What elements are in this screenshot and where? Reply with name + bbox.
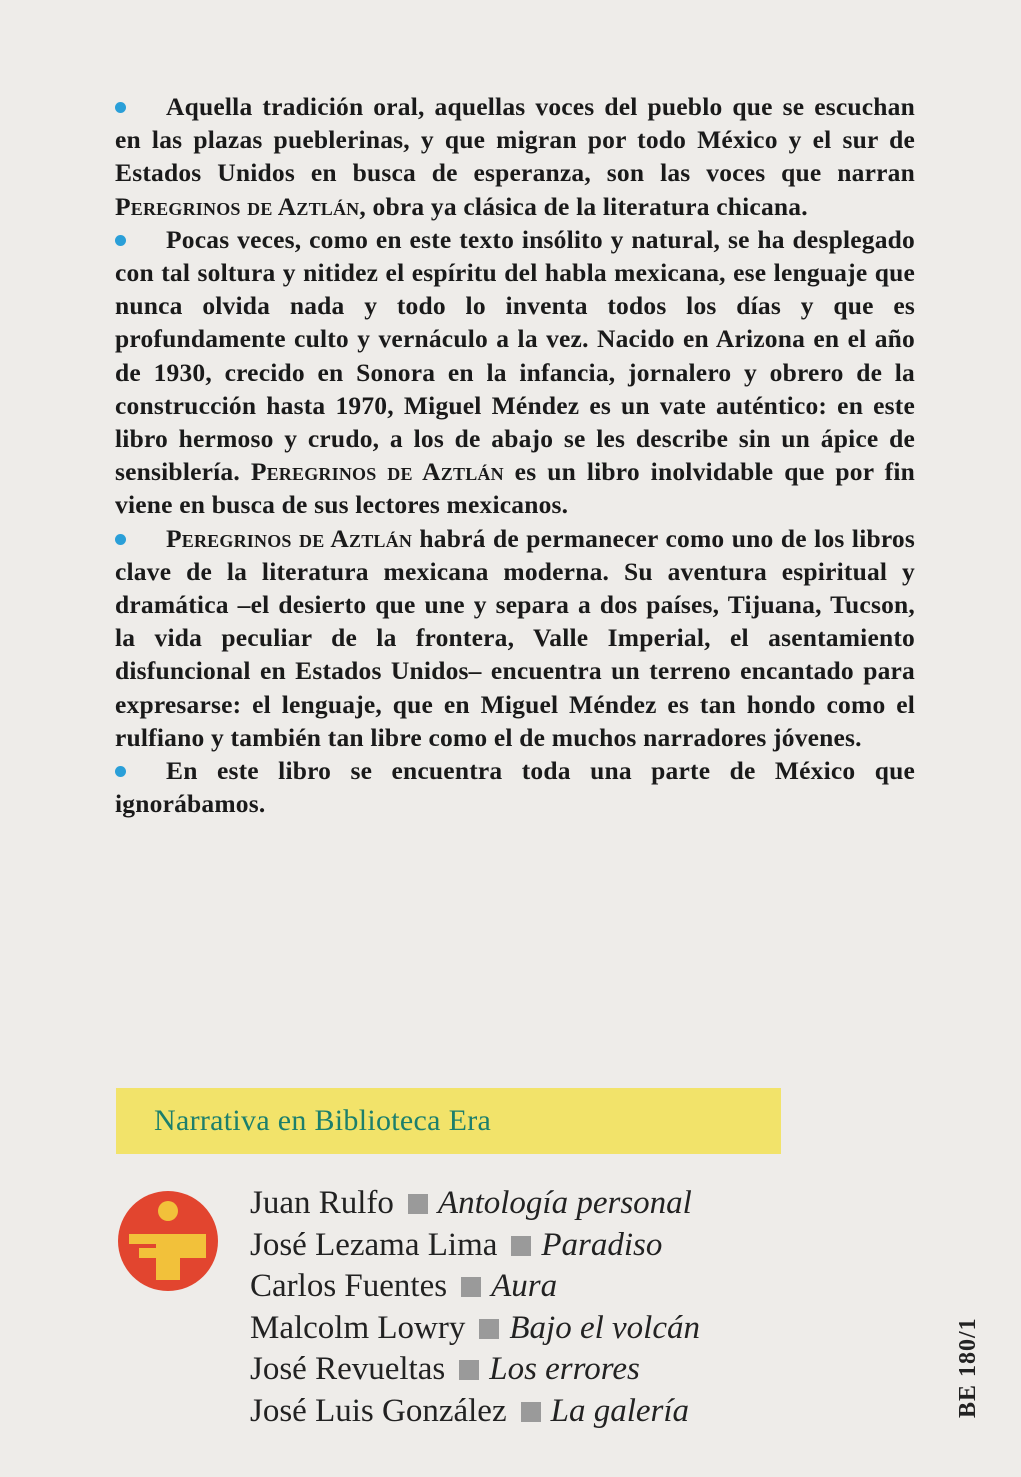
book-author: José Luis González [250, 1392, 507, 1429]
book-entry [250, 1391, 700, 1433]
book-title-mention: Peregrinos de Aztlán [250, 457, 504, 487]
blurb-paragraph-1: Aquella tradición oral, aquellas voces del pueblo que se escuchan en las plazas pueblerinas, y que migran por todo México y el sur de Estados Unidos en busca de esperanza, son las voces que narran Peregrinos de Aztlán, obra ya clásica de la literatura chicana. [115, 92, 915, 221]
bullet-icon [115, 235, 126, 246]
square-separator-icon [459, 1360, 479, 1380]
blurb-text [115, 90, 915, 820]
book-title-mention: Peregrinos de Aztlán [166, 523, 413, 553]
bullet-icon [115, 534, 126, 545]
book-entry [250, 1225, 700, 1267]
catalog-code: BE 180/1 [955, 1317, 981, 1418]
blurb-paragraph-4: En este libro se encuentra toda una parte de México que ignorábamos. [115, 756, 915, 819]
book-work: Aura [491, 1268, 558, 1304]
square-separator-icon [408, 1194, 428, 1214]
blurb-paragraph-3: Peregrinos de Aztlán habrá de permanecer como uno de los libros clave de la literatura mexicana moderna. Su aventura espiritual y dramática –el desierto que une y separa a dos países, Tijuana, Tucson, la vida peculiar de la frontera, Valle Imperial, el asentamiento disfuncional en Estados Unidos– encuentra un terreno encantado para expresarse: el lenguaje, que en Miguel Méndez es tan hondo como el rulfiano y también tan libre como el de muchos narradores jóvenes. [115, 523, 915, 752]
book-entry [250, 1183, 700, 1225]
square-separator-icon [461, 1277, 481, 1297]
book-entry [250, 1266, 700, 1308]
book-entry [250, 1308, 700, 1350]
book-entry [250, 1349, 700, 1391]
book-work: La galería [550, 1392, 690, 1429]
book-author: Juan Rulfo [250, 1185, 394, 1221]
series-book-list [250, 1183, 700, 1432]
bullet-icon [115, 766, 126, 777]
book-work: Bajo el volcán [509, 1309, 700, 1346]
square-separator-icon [521, 1402, 541, 1422]
book-author: Malcolm Lowry [250, 1309, 466, 1346]
book-author: José Lezama Lima [250, 1226, 498, 1263]
square-separator-icon [511, 1236, 531, 1256]
book-work: Los errores [489, 1351, 640, 1387]
square-separator-icon [479, 1319, 499, 1339]
book-author: Carlos Fuentes [250, 1268, 448, 1304]
series-title: Narrativa en Biblioteca Era [154, 1104, 492, 1137]
book-work: Paradiso [541, 1226, 663, 1263]
bullet-icon [115, 102, 126, 113]
book-author: José Revueltas [250, 1351, 446, 1387]
series-banner [116, 1088, 781, 1154]
era-logo-icon [117, 1190, 219, 1292]
blurb-paragraph-2: Pocas veces, como en este texto insólito y natural, se ha desplegado con tal soltura y nitidez el espíritu del habla mexicana, ese lenguaje que nunca olvida nada y todo lo inventa todos los días y que es profundamente culto y vernáculo a la vez. Nacido en Arizona en el año de 1930, crecido en Sonora en la infancia, jornalero y obrero de la construcción hasta 1970, Miguel Méndez es un vate auténtico: en este libro hermoso y crudo, a los de abajo se les describe sin un ápice de sensiblería. Peregrinos de Aztlán es un libro inolvidable que por fin viene en busca de sus lectores mexicanos. [115, 224, 915, 520]
book-work: Antología personal [437, 1185, 692, 1221]
book-title-mention: Peregrinos de Aztlán [115, 191, 360, 221]
